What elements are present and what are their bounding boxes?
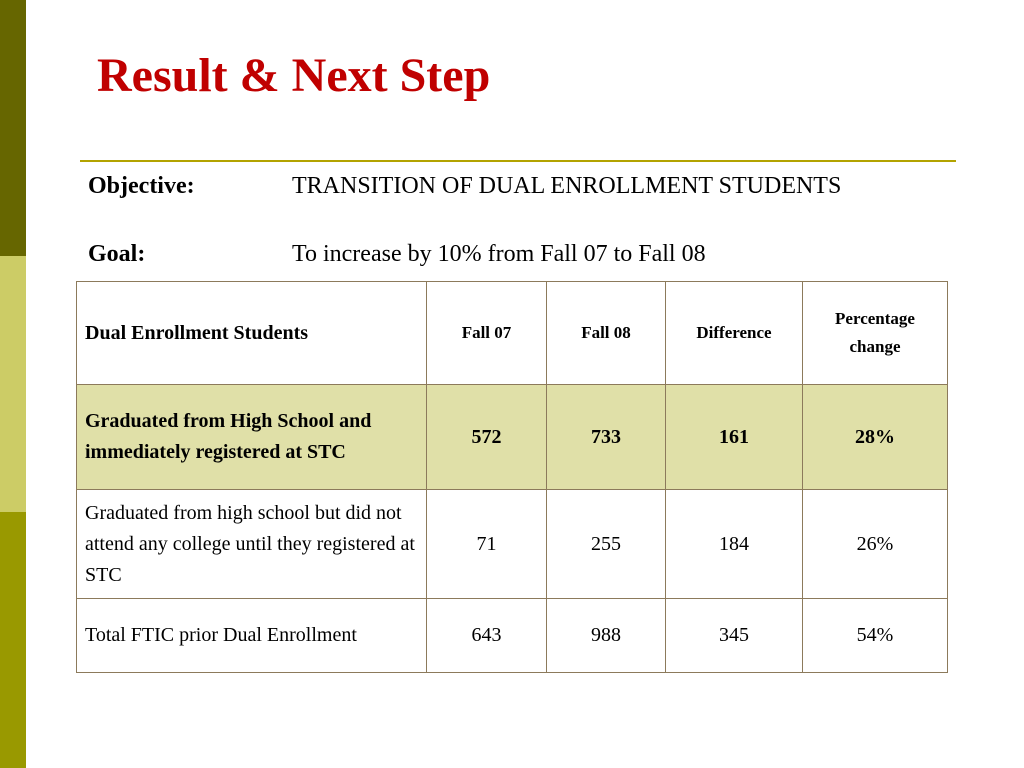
table-header-row [77,282,948,385]
sidebar-stripe-bottom [0,512,26,768]
cell-percentage-change: 28% [803,385,948,490]
cell-fall07: 71 [427,490,547,599]
header-percentage-change: Percentage change [803,282,948,385]
sidebar-stripe-middle [0,256,26,512]
header-difference: Difference [666,282,803,385]
slide-title: Result & Next Step [97,49,491,102]
cell-percentage-change: 54% [803,599,948,673]
cell-fall07: 643 [427,599,547,673]
cell-fall08: 733 [547,385,666,490]
row-label: Graduated from high school but did not attend any college until they registered at STC [77,490,427,599]
cell-difference: 345 [666,599,803,673]
header-fall07: Fall 07 [427,282,547,385]
table-row [77,385,948,490]
sidebar-stripe-top [0,0,26,256]
cell-fall08: 988 [547,599,666,673]
table-row [77,490,948,599]
objective-label: Objective: [88,173,195,199]
row-label: Graduated from High School and immediately registered at STC [77,385,427,490]
table-row [77,599,948,673]
cell-percentage-change: 26% [803,490,948,599]
cell-difference: 184 [666,490,803,599]
cell-difference: 161 [666,385,803,490]
objective-value: TRANSITION OF DUAL ENROLLMENT STUDENTS [292,173,842,199]
row-label: Total FTIC prior Dual Enrollment [77,599,427,673]
cell-fall07: 572 [427,385,547,490]
header-fall08: Fall 08 [547,282,666,385]
title-divider [80,160,956,162]
goal-label: Goal: [88,241,146,267]
cell-fall08: 255 [547,490,666,599]
header-students: Dual Enrollment Students [77,282,427,385]
enrollment-table [76,281,948,673]
goal-value: To increase by 10% from Fall 07 to Fall 08 [292,241,706,267]
